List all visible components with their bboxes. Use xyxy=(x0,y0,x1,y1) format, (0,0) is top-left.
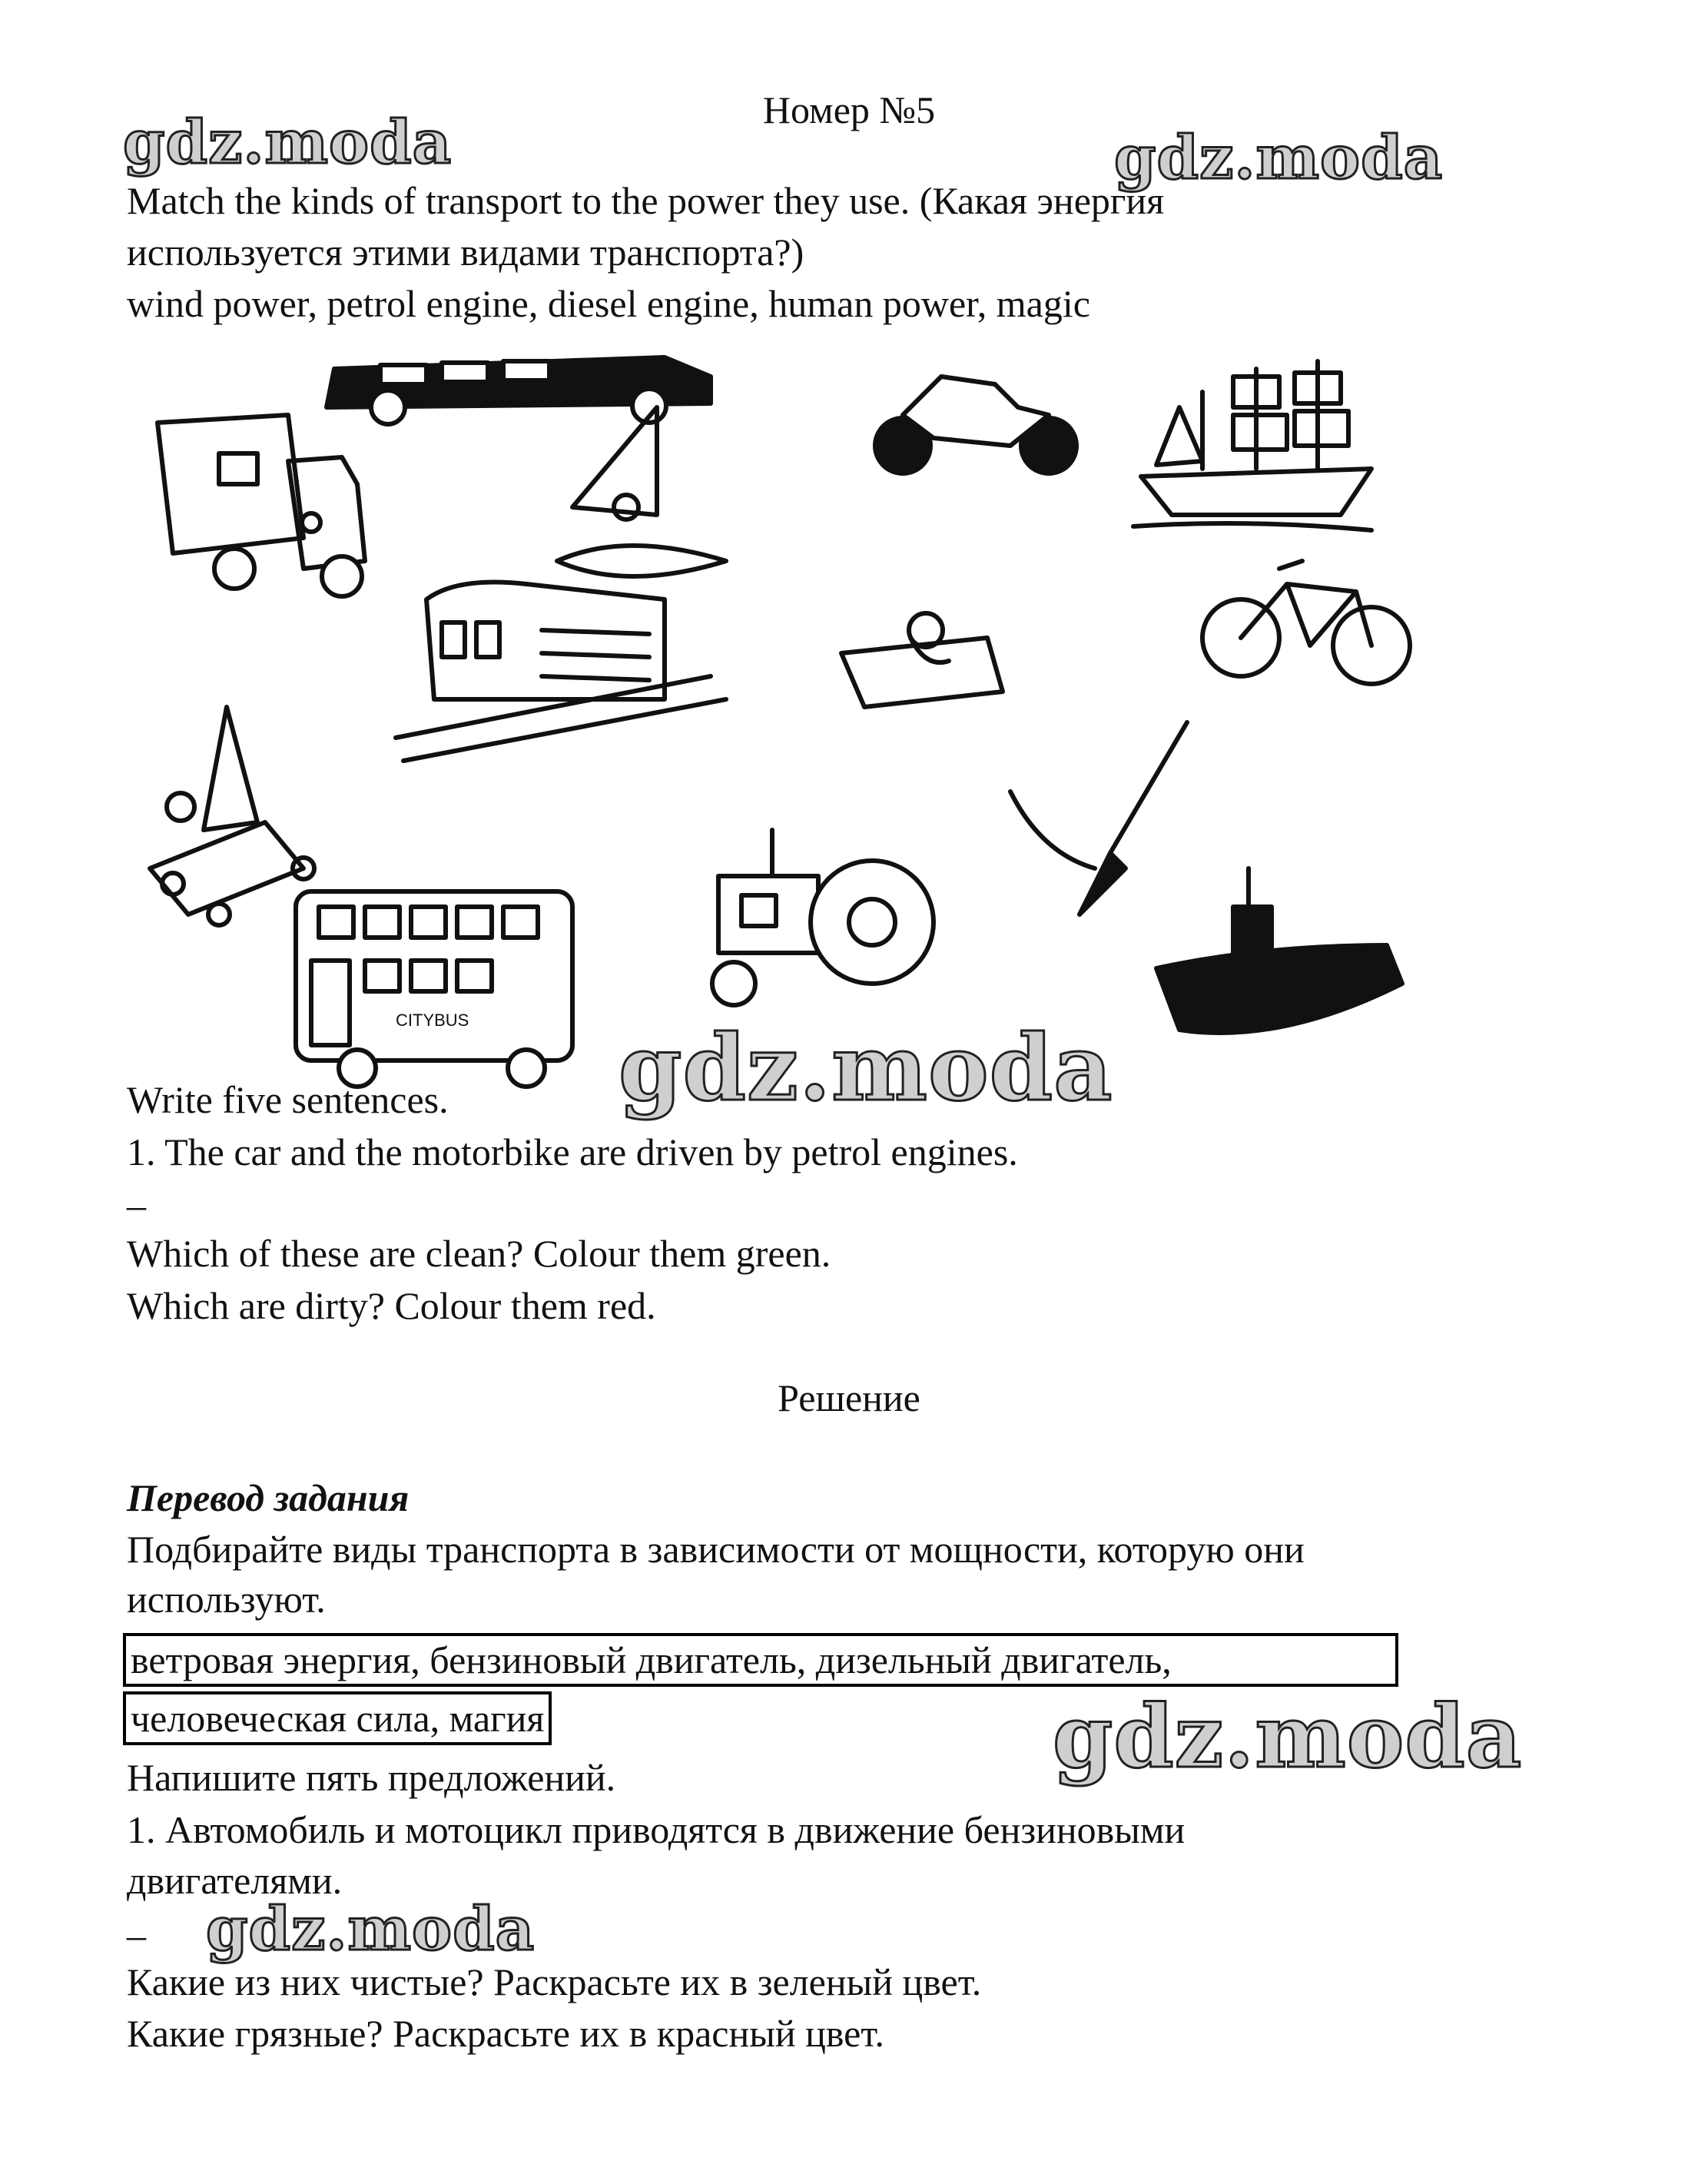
blank-line-ru: _ xyxy=(127,1900,146,1943)
land-yacht-icon xyxy=(150,707,314,925)
sailing-ship-icon xyxy=(1133,361,1371,530)
submarine-icon xyxy=(1156,868,1402,1033)
tractor-icon xyxy=(712,830,934,1005)
watermark: gdz.moda xyxy=(206,1894,536,1964)
bicycle-icon xyxy=(1202,561,1410,684)
translation-line-2: используют. xyxy=(127,1578,326,1621)
sentence-1-ru-line-1: 1. Автомобиль и мотоцикл приводятся в движение бензиновыми xyxy=(127,1808,1186,1851)
watermark: gdz.moda xyxy=(619,1014,1113,1121)
bus-sign: CITYBUS xyxy=(396,1011,469,1030)
options-box-2: человеческая сила, магия xyxy=(123,1691,552,1745)
broomstick-icon xyxy=(1010,722,1187,914)
bus-icon xyxy=(296,891,572,1087)
sentence-1: 1. The car and the motorbike are driven by petrol engines. xyxy=(127,1130,1018,1173)
question-clean: Which of these are clean? Colour them green. xyxy=(127,1232,831,1275)
write-heading-ru: Напишите пять предложений. xyxy=(127,1756,616,1799)
windsurfer-icon xyxy=(557,407,726,576)
watermark: gdz.moda xyxy=(1053,1687,1523,1787)
solution-heading: Решение xyxy=(778,1376,920,1419)
task-options: wind power, petrol engine, diesel engine, human power, magic xyxy=(127,282,1090,325)
truck-icon xyxy=(158,415,365,596)
options-box-1: ветровая энергия, бензиновый двигатель, дизельный двигатель, xyxy=(123,1633,1398,1687)
task-line-1: Match the kinds of transport to the power they use. (Какая энергия xyxy=(127,179,1165,222)
question-dirty-ru: Какие грязные? Раскрасьте их в красный цвет. xyxy=(127,2012,884,2055)
flying-carpet-icon xyxy=(841,613,1003,707)
question-dirty: Which are dirty? Colour them red. xyxy=(127,1284,656,1327)
transport-illustration xyxy=(127,330,1433,1099)
watermark: gdz.moda xyxy=(123,108,453,178)
watermark: gdz.moda xyxy=(1114,123,1444,193)
translation-line-1: Подбирайте виды транспорта в зависимости от мощности, которую они xyxy=(127,1528,1305,1571)
translation-title: Перевод задания xyxy=(127,1476,410,1519)
motorbike-icon xyxy=(875,377,1076,473)
write-heading: Write five sentences. xyxy=(127,1078,449,1121)
sentence-1-ru-line-2: двигателями. xyxy=(127,1859,343,1902)
page-title: Номер №5 xyxy=(762,88,936,131)
question-clean-ru: Какие из них чистые? Раскрасьте их в зеленый цвет. xyxy=(127,1960,982,2003)
train-icon xyxy=(396,583,726,762)
blank-line: _ xyxy=(127,1170,146,1213)
task-line-2: используется этими видами транспорта?) xyxy=(127,231,804,274)
